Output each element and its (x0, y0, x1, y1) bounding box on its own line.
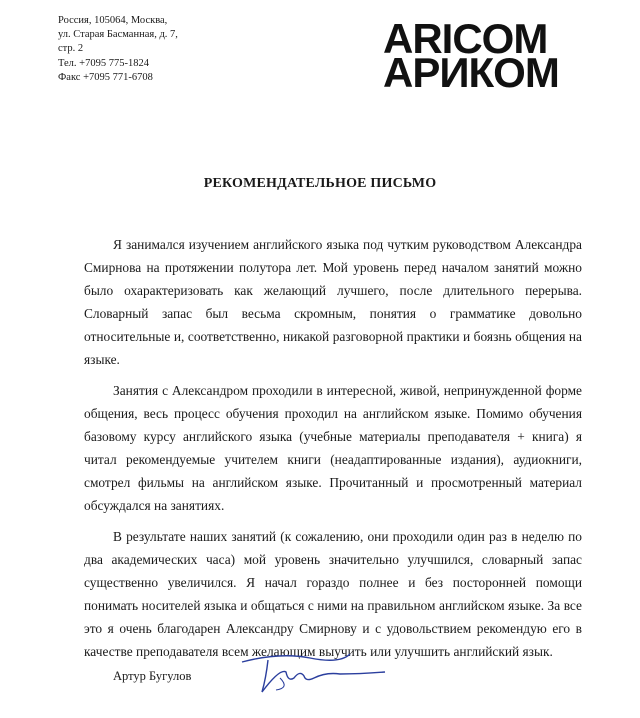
logo-latin: ARICOM (383, 15, 548, 62)
letter-body (84, 233, 582, 671)
address-line: Россия, 105064, Москва, (58, 15, 168, 26)
letter-title: РЕКОМЕНДАТЕЛЬНОЕ ПИСЬМО (203, 176, 437, 191)
company-logo (383, 15, 573, 96)
paragraph: Занятия с Александром проходили в интересной, живой, непринужденной форме общения, весь процесс обучения проходил на английском языке. Помимо обучения базовому курсу английского языка (учебные материалы преподавателя + книга) я читал рекомендуемые учителем книги (неадаптированные издания), аудиокниги, смотрел фильмы на английском языке. Прочитанный и просмотренный материал обсуждался на занятиях. (84, 383, 582, 513)
logo-cyrillic: АРИКОМ (383, 49, 559, 96)
handwritten-signature (240, 648, 390, 698)
fax-line: Факс +7095 771-6708 (58, 71, 153, 83)
signatory-name: Артур Бугулов (113, 669, 192, 683)
address-line: стр. 2 (58, 43, 84, 55)
paragraph: Я занимался изучением английского языка под чутким руководством Александра Смирнова на протяжении полутора лет. Мой уровень перед началом занятий можно было охарактеризовать как желающий лучшего, после длительного перерыва. Словарный запас был весьма скромным, понятия о грамматике довольно относительные и, соответственно, никакой разговорной практики и боязнь общения на языке. (84, 237, 582, 367)
address-line: ул. Старая Басманная, д. 7, (58, 29, 178, 41)
phone-line: Тел. +7095 775-1824 (58, 57, 149, 69)
sender-address (58, 14, 258, 85)
paragraph: В результате наших занятий (к сожалению, они проходили один раз в неделю по два академических часа) мой уровень значительно улучшился, словарный запас существенно увеличился. Я начал гораздо полнее и без посторонней помощи понимать носителей языка и общаться с ними на правильном английском языке. За все это я очень благодарен Александру Смирнову и с удовольствием рекомендую его в качестве преподавателя всем желающим выучить или улучшить английский язык. (84, 529, 582, 659)
